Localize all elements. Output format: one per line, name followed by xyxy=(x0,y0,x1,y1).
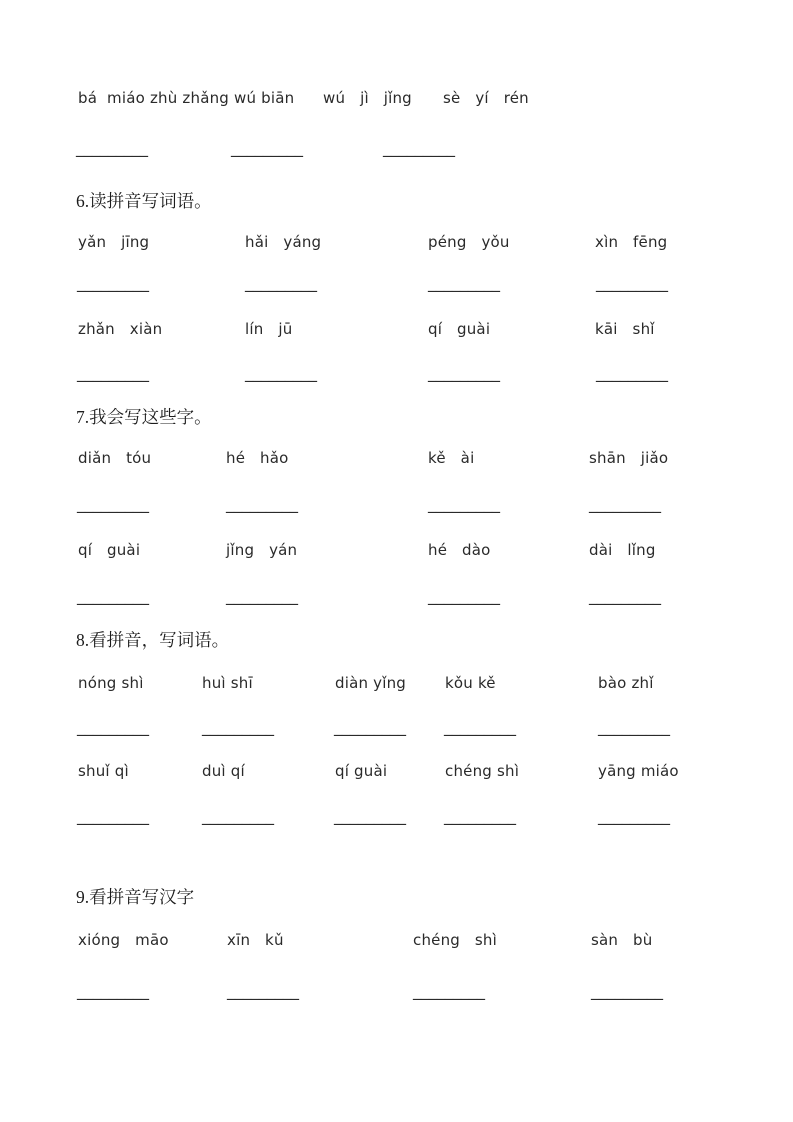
section-8-pinyin-row-2 xyxy=(0,762,793,786)
pinyin-word: zhǎn xiàn xyxy=(78,320,163,338)
answer-blank[interactable]: _________ xyxy=(444,806,516,825)
pinyin-word: qí guài xyxy=(335,762,388,780)
intro-pinyin-row xyxy=(0,89,793,113)
pinyin-word: sàn bù xyxy=(591,931,653,949)
answer-blank[interactable]: _________ xyxy=(77,586,149,605)
pinyin-word: hǎi yáng xyxy=(245,233,322,251)
pinyin-word: qí guài xyxy=(428,320,491,338)
pinyin-phrase: wú jì jǐng xyxy=(323,89,412,107)
section-7-heading: 7.我会写这些字。 xyxy=(76,407,212,427)
answer-blank[interactable]: _________ xyxy=(77,273,149,292)
section-6-blank-row-1 xyxy=(0,273,793,297)
section-8-blank-row-1 xyxy=(0,717,793,741)
answer-blank[interactable]: _________ xyxy=(413,981,485,1000)
answer-blank[interactable]: _________ xyxy=(428,586,500,605)
answer-blank[interactable]: _________ xyxy=(598,717,670,736)
section-6-blank-row-2 xyxy=(0,363,793,387)
answer-blank[interactable]: _________ xyxy=(231,138,303,157)
answer-blank[interactable]: _________ xyxy=(596,273,668,292)
answer-blank[interactable]: _________ xyxy=(245,273,317,292)
pinyin-word: xìn fēng xyxy=(595,233,668,251)
answer-blank[interactable]: _________ xyxy=(444,717,516,736)
answer-blank[interactable]: _________ xyxy=(227,981,299,1000)
answer-blank[interactable]: _________ xyxy=(77,494,149,513)
answer-blank[interactable]: _________ xyxy=(202,717,274,736)
answer-blank[interactable]: _________ xyxy=(334,806,406,825)
section-7-pinyin-row-2 xyxy=(0,541,793,565)
answer-blank[interactable]: _________ xyxy=(428,494,500,513)
pinyin-word: shuǐ qì xyxy=(78,762,129,780)
answer-blank[interactable]: _________ xyxy=(77,806,149,825)
pinyin-phrase: sè yí rén xyxy=(443,89,529,107)
pinyin-word: duì qí xyxy=(202,762,245,780)
pinyin-word: yāng miáo xyxy=(598,762,679,780)
answer-blank[interactable]: _________ xyxy=(77,363,149,382)
answer-blank[interactable]: _________ xyxy=(77,981,149,1000)
answer-blank[interactable]: _________ xyxy=(77,717,149,736)
pinyin-word: kǒu kě xyxy=(445,674,496,692)
pinyin-word: hé hǎo xyxy=(226,449,289,467)
answer-blank[interactable]: _________ xyxy=(428,363,500,382)
answer-blank[interactable]: _________ xyxy=(383,138,455,157)
section-6-pinyin-row-1 xyxy=(0,233,793,257)
section-6-heading: 6.读拼音写词语。 xyxy=(76,191,212,211)
pinyin-word: diǎn tóu xyxy=(78,449,152,467)
intro-blank-row xyxy=(0,138,793,162)
answer-blank[interactable]: _________ xyxy=(596,363,668,382)
answer-blank[interactable]: _________ xyxy=(334,717,406,736)
pinyin-word: dài lǐng xyxy=(589,541,656,559)
pinyin-word: yǎn jīng xyxy=(78,233,150,251)
section-7-blank-row-2 xyxy=(0,586,793,610)
pinyin-word: shān jiǎo xyxy=(589,449,669,467)
pinyin-word: nóng shì xyxy=(78,674,144,692)
answer-blank[interactable]: _________ xyxy=(202,806,274,825)
section-9-heading: 9.看拼音写汉字 xyxy=(76,887,195,907)
pinyin-word: bào zhǐ xyxy=(598,674,654,692)
answer-blank[interactable]: _________ xyxy=(591,981,663,1000)
answer-blank[interactable]: _________ xyxy=(428,273,500,292)
pinyin-word: jǐng yán xyxy=(226,541,298,559)
answer-blank[interactable]: _________ xyxy=(76,138,148,157)
pinyin-word: chéng shì xyxy=(445,762,520,780)
pinyin-word: xīn kǔ xyxy=(227,931,284,949)
pinyin-word: chéng shì xyxy=(413,931,498,949)
answer-blank[interactable]: _________ xyxy=(226,494,298,513)
section-9-blank-row-1 xyxy=(0,981,793,1005)
pinyin-word: huì shī xyxy=(202,674,253,692)
section-8-pinyin-row-1 xyxy=(0,674,793,698)
section-8-blank-row-2 xyxy=(0,806,793,830)
pinyin-phrase: bá miáo zhù zhǎng wú biān xyxy=(78,89,295,107)
pinyin-word: diàn yǐng xyxy=(335,674,407,692)
pinyin-word: kě ài xyxy=(428,449,475,467)
pinyin-word: péng yǒu xyxy=(428,233,510,251)
answer-blank[interactable]: _________ xyxy=(589,494,661,513)
section-8-heading: 8.看拼音，写词语。 xyxy=(76,630,230,650)
pinyin-word: lín jū xyxy=(245,320,293,338)
answer-blank[interactable]: _________ xyxy=(226,586,298,605)
pinyin-word: kāi shǐ xyxy=(595,320,655,338)
pinyin-word: qí guài xyxy=(78,541,141,559)
section-7-pinyin-row-1 xyxy=(0,449,793,473)
answer-blank[interactable]: _________ xyxy=(598,806,670,825)
section-7-blank-row-1 xyxy=(0,494,793,518)
answer-blank[interactable]: _________ xyxy=(589,586,661,605)
pinyin-word: hé dào xyxy=(428,541,491,559)
section-9-pinyin-row-1 xyxy=(0,931,793,955)
pinyin-word: xióng māo xyxy=(78,931,169,949)
section-6-pinyin-row-2 xyxy=(0,320,793,344)
answer-blank[interactable]: _________ xyxy=(245,363,317,382)
